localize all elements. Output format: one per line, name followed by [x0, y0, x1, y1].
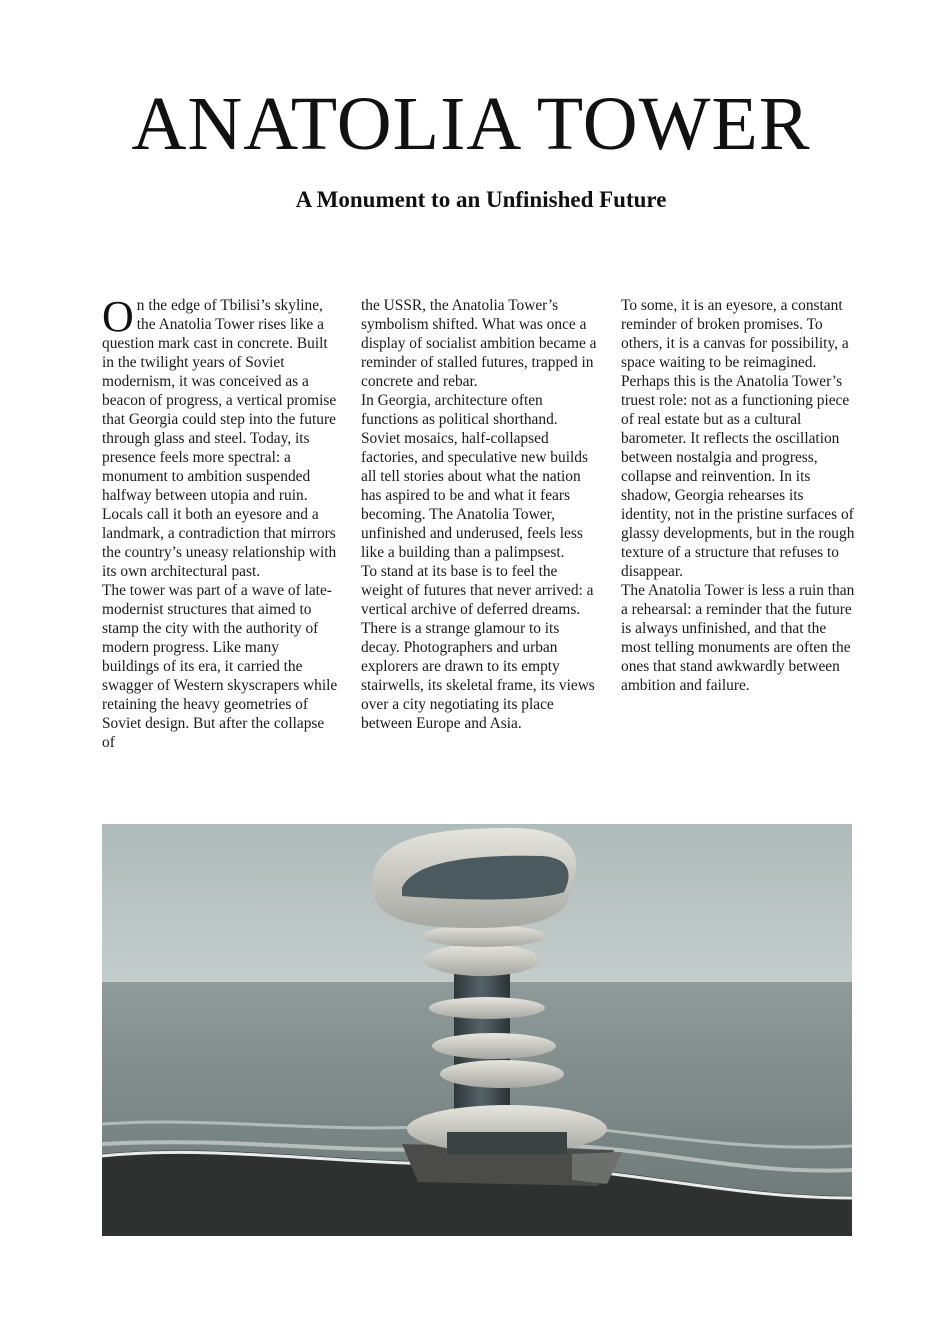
- paragraph: The Anatolia Tower is less a ruin than a rehearsal: a reminder that the future is always unfinished, and that the most telling monuments are often the ones that stand awkwardly between ambition and failure.: [621, 582, 855, 694]
- ring: [429, 997, 545, 1019]
- paragraph: To some, it is an eyesore, a constant reminder of broken promises. To others, it is a canvas for possibility, a space waiting to be reimagined.: [621, 297, 849, 371]
- text-column-2: [361, 296, 597, 733]
- paragraph: Perhaps this is the Anatolia Tower’s truest role: not as a functioning piece of real estate but as a cultural barometer. It reflects the oscillation between nostalgia and progress, collapse and reinvention. In its shadow, Georgia rehearses its identity, not in the pristine surfaces of glassy developments, but in the rough texture of a structure that refuses to disappear.: [621, 373, 855, 580]
- tower-photo: [102, 824, 852, 1236]
- ring: [432, 1033, 556, 1059]
- paragraph: The tower was part of a wave of late-modernist structures that aimed to stamp the city with the authority of modern progress. Like many buildings of its era, it carried the swagger of Western skyscrapers while retaining the heavy geometries of Soviet design. But after the collapse of: [102, 582, 338, 751]
- article-title: ANATOLIA TOWER: [131, 82, 811, 166]
- paragraph: n the edge of Tbilisi’s skyline, the Anatolia Tower rises like a question mark cast in concrete. Built in the twilight years of Soviet modernism, it was conceived as a beacon of progress, a vertical promise that Georgia could step into the future through glass and steel. Today, its presence feels more spectral: a monument to ambition suspended halfway between utopia and ruin. Locals call it both an eyesore and a landmark, a contradiction that mirrors the country’s uneasy relationship with its own architectural past.: [102, 297, 337, 580]
- ring: [422, 925, 546, 947]
- text-column-1: [102, 292, 338, 752]
- paragraph: the USSR, the Anatolia Tower’s symbolism shifted. What was once a display of socialist ambition became a reminder of stalled futures, trapped in concrete and rebar.: [361, 297, 597, 390]
- text-column-3: [621, 296, 857, 695]
- article-subtitle: A Monument to an Unfinished Future: [295, 187, 667, 212]
- drop-cap: O: [102, 292, 134, 341]
- ring: [424, 944, 540, 976]
- ring: [440, 1060, 564, 1088]
- paragraph: To stand at its base is to feel the weight of futures that never arrived: a vertical archive of deferred dreams.: [361, 563, 594, 618]
- paragraph: In Georgia, architecture often functions as political shorthand. Soviet mosaics, half-collapsed factories, and speculative new builds all tell stories about what the nation has aspired to be and what it fears becoming. The Anatolia Tower, unfinished and underused, feels less like a building than a palimpsest.: [361, 392, 588, 561]
- paragraph: There is a strange glamour to its decay. Photographers and urban explorers are drawn to its empty stairwells, its skeletal frame, its views over a city negotiating its place between Europe and Asia.: [361, 620, 595, 732]
